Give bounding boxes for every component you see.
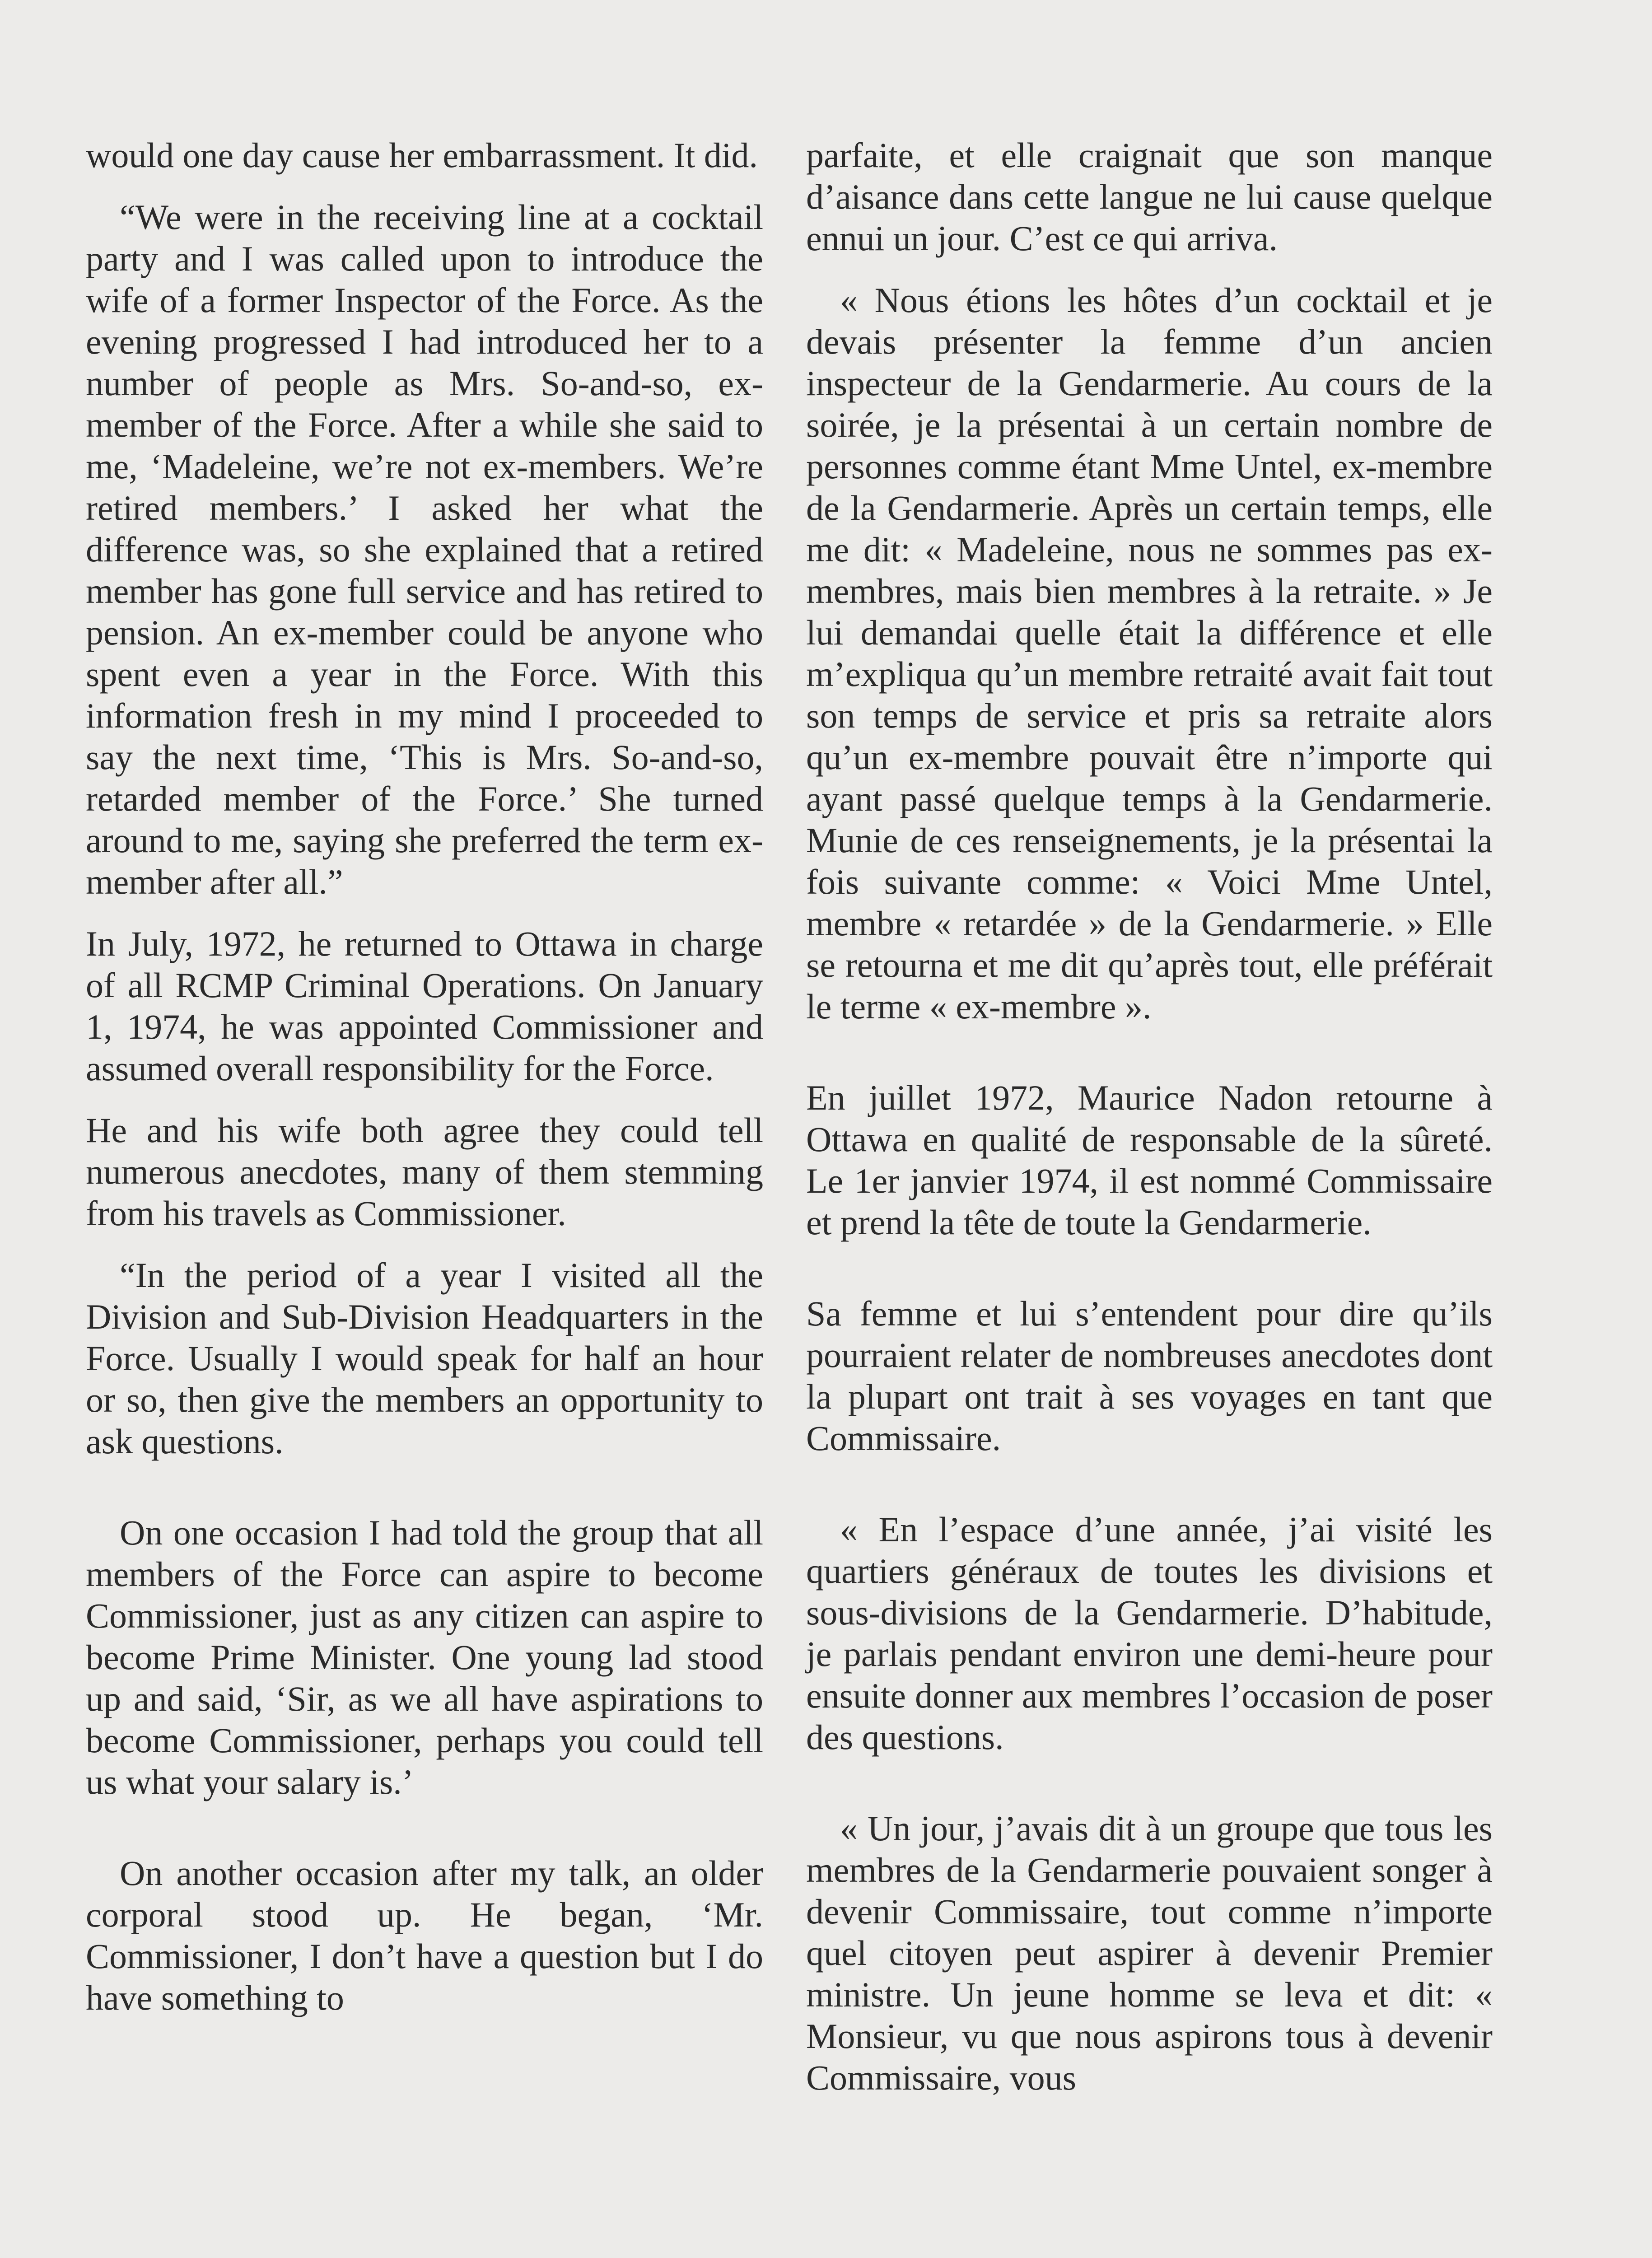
french-column <box>806 135 1493 2119</box>
english-column <box>86 135 763 2039</box>
paragraph: Sa femme et lui s’entendent pour dire qu’ils pourraient relater de nombreuses anecdotes dont la plupart ont trait à ses voyages en tant que Commissaire. <box>806 1294 1493 1458</box>
paragraph: In July, 1972, he returned to Ottawa in charge of all RCMP Criminal Operations. On January 1, 1974, he was appointed Commissioner and assumed overall responsibility for the Force. <box>86 924 763 1088</box>
paragraph: « Un jour, j’avais dit à un groupe que tous les membres de la Gendarmerie pouvaient songer à devenir Commissaire, tout comme n’importe quel citoyen peut aspirer à devenir Premier ministre. Un jeune homme se leva et dit: « Monsieur, vu que nous aspirons tous à devenir Commissaire, vous <box>806 1809 1493 2097</box>
paragraph: « Nous étions les hôtes d’un cocktail et je devais présenter la femme d’un ancien inspecteur de la Gendarmerie. Au cours de la soirée, je la présentai à un certain nombre de personnes comme étant Mme Untel, ex-membre de la Gendarmerie. Après un certain temps, elle me dit: « Madeleine, nous ne sommes pas ex-membres, mais bien membres à la retraite. » Je lui demandai quelle était la différence et elle m’expliqua qu’un membre retraité avait fait tout son temps de service et pris sa retraite alors qu’un ex-membre pouvait être n’importe qui ayant passé quelque temps à la Gendarmerie. Munie de ces renseignements, je la présentai la fois suivante comme: « Voici Mme Untel, membre « retardée » de la Gendarmerie. » Elle se retourna et me dit qu’après tout, elle préférait le terme « ex-membre ». <box>806 280 1493 1026</box>
paragraph: would one day cause her embarrassment. It did. <box>86 135 758 175</box>
paragraph: “In the period of a year I visited all the Division and Sub-Division Headquarters in the Force. Usually I would speak for half an hour or so, then give the members an opportunity to ask questions. <box>86 1255 763 1461</box>
paragraph: “We were in the receiving line at a cocktail party and I was called upon to introduce the wife of a former Inspector of the Force. As the evening progressed I had introduced her to a number of people as Mrs. So-and-so, ex-member of the Force. After a while she said to me, ‘Madeleine, we’re not ex-members. We’re retired members.’ I asked her what the difference was, so she explained that a retired member has gone full service and has retired to pension. An ex-member could be anyone who spent even a year in the Force. With this information fresh in my mind I proceeded to say the next time, ‘This is Mrs. So-and-so, retarded member of the Force.’ She turned around to me, saying she preferred the term ex-member after all.” <box>86 197 763 901</box>
paragraph: On one occasion I had told the group that all members of the Force can aspire to become Commissioner, just as any citizen can aspire to become Prime Minister. One young lad stood up and said, ‘Sir, as we all have aspirations to become Commissioner, perhaps you could tell us what your salary is.’ <box>86 1513 763 1801</box>
paragraph: On another occasion after my talk, an older corporal stood up. He began, ‘Mr. Commissioner, I don’t have a question but I do have something to <box>86 1853 763 2017</box>
paragraph: En juillet 1972, Maurice Nadon retourne à Ottawa en qualité de responsable de la sûreté. Le 1er janvier 1974, il est nommé Commissaire et prend la tête de toute la Gendarmerie. <box>806 1078 1493 1242</box>
paragraph: He and his wife both agree they could tell numerous anecdotes, many of them stemming from his travels as Commissioner. <box>86 1110 763 1233</box>
paragraph: parfaite, et elle craignait que son manque d’aisance dans cette langue ne lui cause quelque ennui un jour. C’est ce qui arriva. <box>806 135 1493 258</box>
paragraph: « En l’espace d’une année, j’ai visité les quartiers généraux de toutes les divisions et sous-divisions de la Gendarmerie. D’habitude, je parlais pendant environ une demi-heure pour ensuite donner aux membres l’occasion de poser des questions. <box>806 1510 1493 1757</box>
